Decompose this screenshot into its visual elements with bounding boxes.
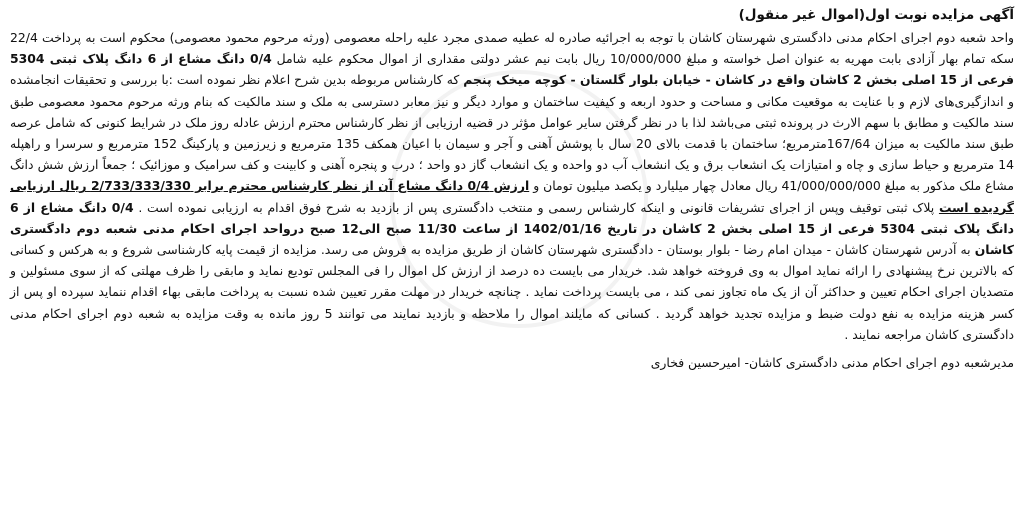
notice-title: آگهی مزایده نوبت اول(اموال غیر منقول) [738,7,1014,23]
appraisal-value: ارزش 0/4 دانگ مشاع آن از نظر کارشناس محترم برابر 2/733/333/330 ریال ارزیابی گردیده است [10,178,1014,215]
body-part-3: پلاک ثبتی توقیف وپس از اجرای تشریفات قانونی و اینکه کارشناس رسمی و منتخب دادگستری پس از بازدید به شرح فوق اقدام به ارزیابی نموده است . [133,199,939,215]
notice-body [10,27,1014,345]
body-part-1: واحد شعبه دوم اجرای احکام مدنی دادگستری شهرستان کاشان با توجه به اجرائیه صادره له عطیه صمدی مجرد علیه راحله معصومی (ورثه مرحوم محمود معصومی) محکوم است به پرداخت 22/4 سکه تمام بهار آزادی بابت مهریه به عنوان اصل خواسته و مبلغ 10/000/000 ریال بابت نیم عشر دولتی مقداری از اموال محکوم علیه شامل [10,30,1014,67]
body-part-2: که کارشناس مربوطه بدین شرح اعلام نظر نموده است :با بررسی و تحقیقات انجامشده و اندازگیری‌های لازم و با عنایت به موقعیت مکانی و مساحت و حدود اربعه و کیفیت ساختمان و موارد دیگر و نیز معابر دسترسی به ملک و سند مالکیت که بنام ورثه مرحوم محمود معصومی طبق سند مالکیت و مطابق با سهم الارث در پرونده ثبتی می‌باشد لذا با در نظر گرفتن سایر عوامل مؤثر در قضیه ارزیابی از نظر کارشناس محترم ارزش عادله روز ملک در شرایط کنونی که شامل عرصه طبق سند مالکیت به میزان 167/64مترمربع؛ ساختمان با قدمت بالای 20 سال با پوشش آهنی و آجر و سیمان با اعیان همکف 135 مترمربع و زیرزمین و پارکینگ 152 مترمربع و سرسرا و راهپله 14 مترمربع و حیاط سازی و چاه و امتیازات یک انشعاب برق و یک انشعاب آب دو واحده و یک انشعاب گاز دو واحد ؛ درب و پنجره آهنی و کابینت و کف سرامیک و موزائیک ؛ جمعاً ارزش شش دانگ مشاع ملک مذکور به مبلغ 41/000/000/000 ریال معادل چهار میلیارد و یکصد میلیون تومان و [10,72,1014,194]
auction-date-location: 0/4 دانگ مشاع از 6 دانگ پلاک ثبتی 5304 فرعی از 15 اصلی بخش 2 کاشان در تاریخ 1402/01/16 از ساعت 11/30 صبح الی12 صبح درواحد اجرای احکام مدنی شعبه دوم دادگستری کاشان [10,199,1014,258]
body-part-4: به آدرس شهرستان کاشان - میدان امام رضا - بلوار بوستان - دادگستری شهرستان کاشان از طریق مزایده به فروش می رسد. مزایده از قیمت پایه کارشناسی شروع و به هرکس و کسانی که بالاترین نرخ پیشنهادی را ارائه نماید اموال به وی فروخته خواهد شد. خریدار می بایست ده درصد از ارزش کل اموال را فی المجلس تودیع نماید و مابقی را ظرف مهلتی که از سوی مسئولین و متصدیان اجرای احکام تعیین و حداکثر آن از یک ماه تجاوز نمی کند ، می بایست پرداخت نماید . چنانچه خریدار در مهلت مقرر تعیین شده نسبت به پرداخت مابقی بهاء اقدام ننماید سپرده او پس از کسر هزینه مزایده به نفع دولت ضبط و مزایده تجدید خواهد گردید . کسانی که مایلند اموال را ملاحظه و بازدید نمایند می توانند 5 روز مانده به وقت مزایده به شعبه دوم اجرای احکام مدنی دادگستری کاشان مراجعه نمایند . [10,242,1014,342]
signature-line: مدیرشعبه دوم اجرای احکام مدنی دادگستری کاشان- امیرحسین فخاری [650,355,1014,371]
property-description: 0/4 دانگ مشاع از 6 دانگ پلاک ثبتی 5304 فرعی از 15 اصلی بخش 2 کاشان واقع در کاشان - خیابان بلوار گلستان - کوچه میخک پنجم [10,51,1014,88]
